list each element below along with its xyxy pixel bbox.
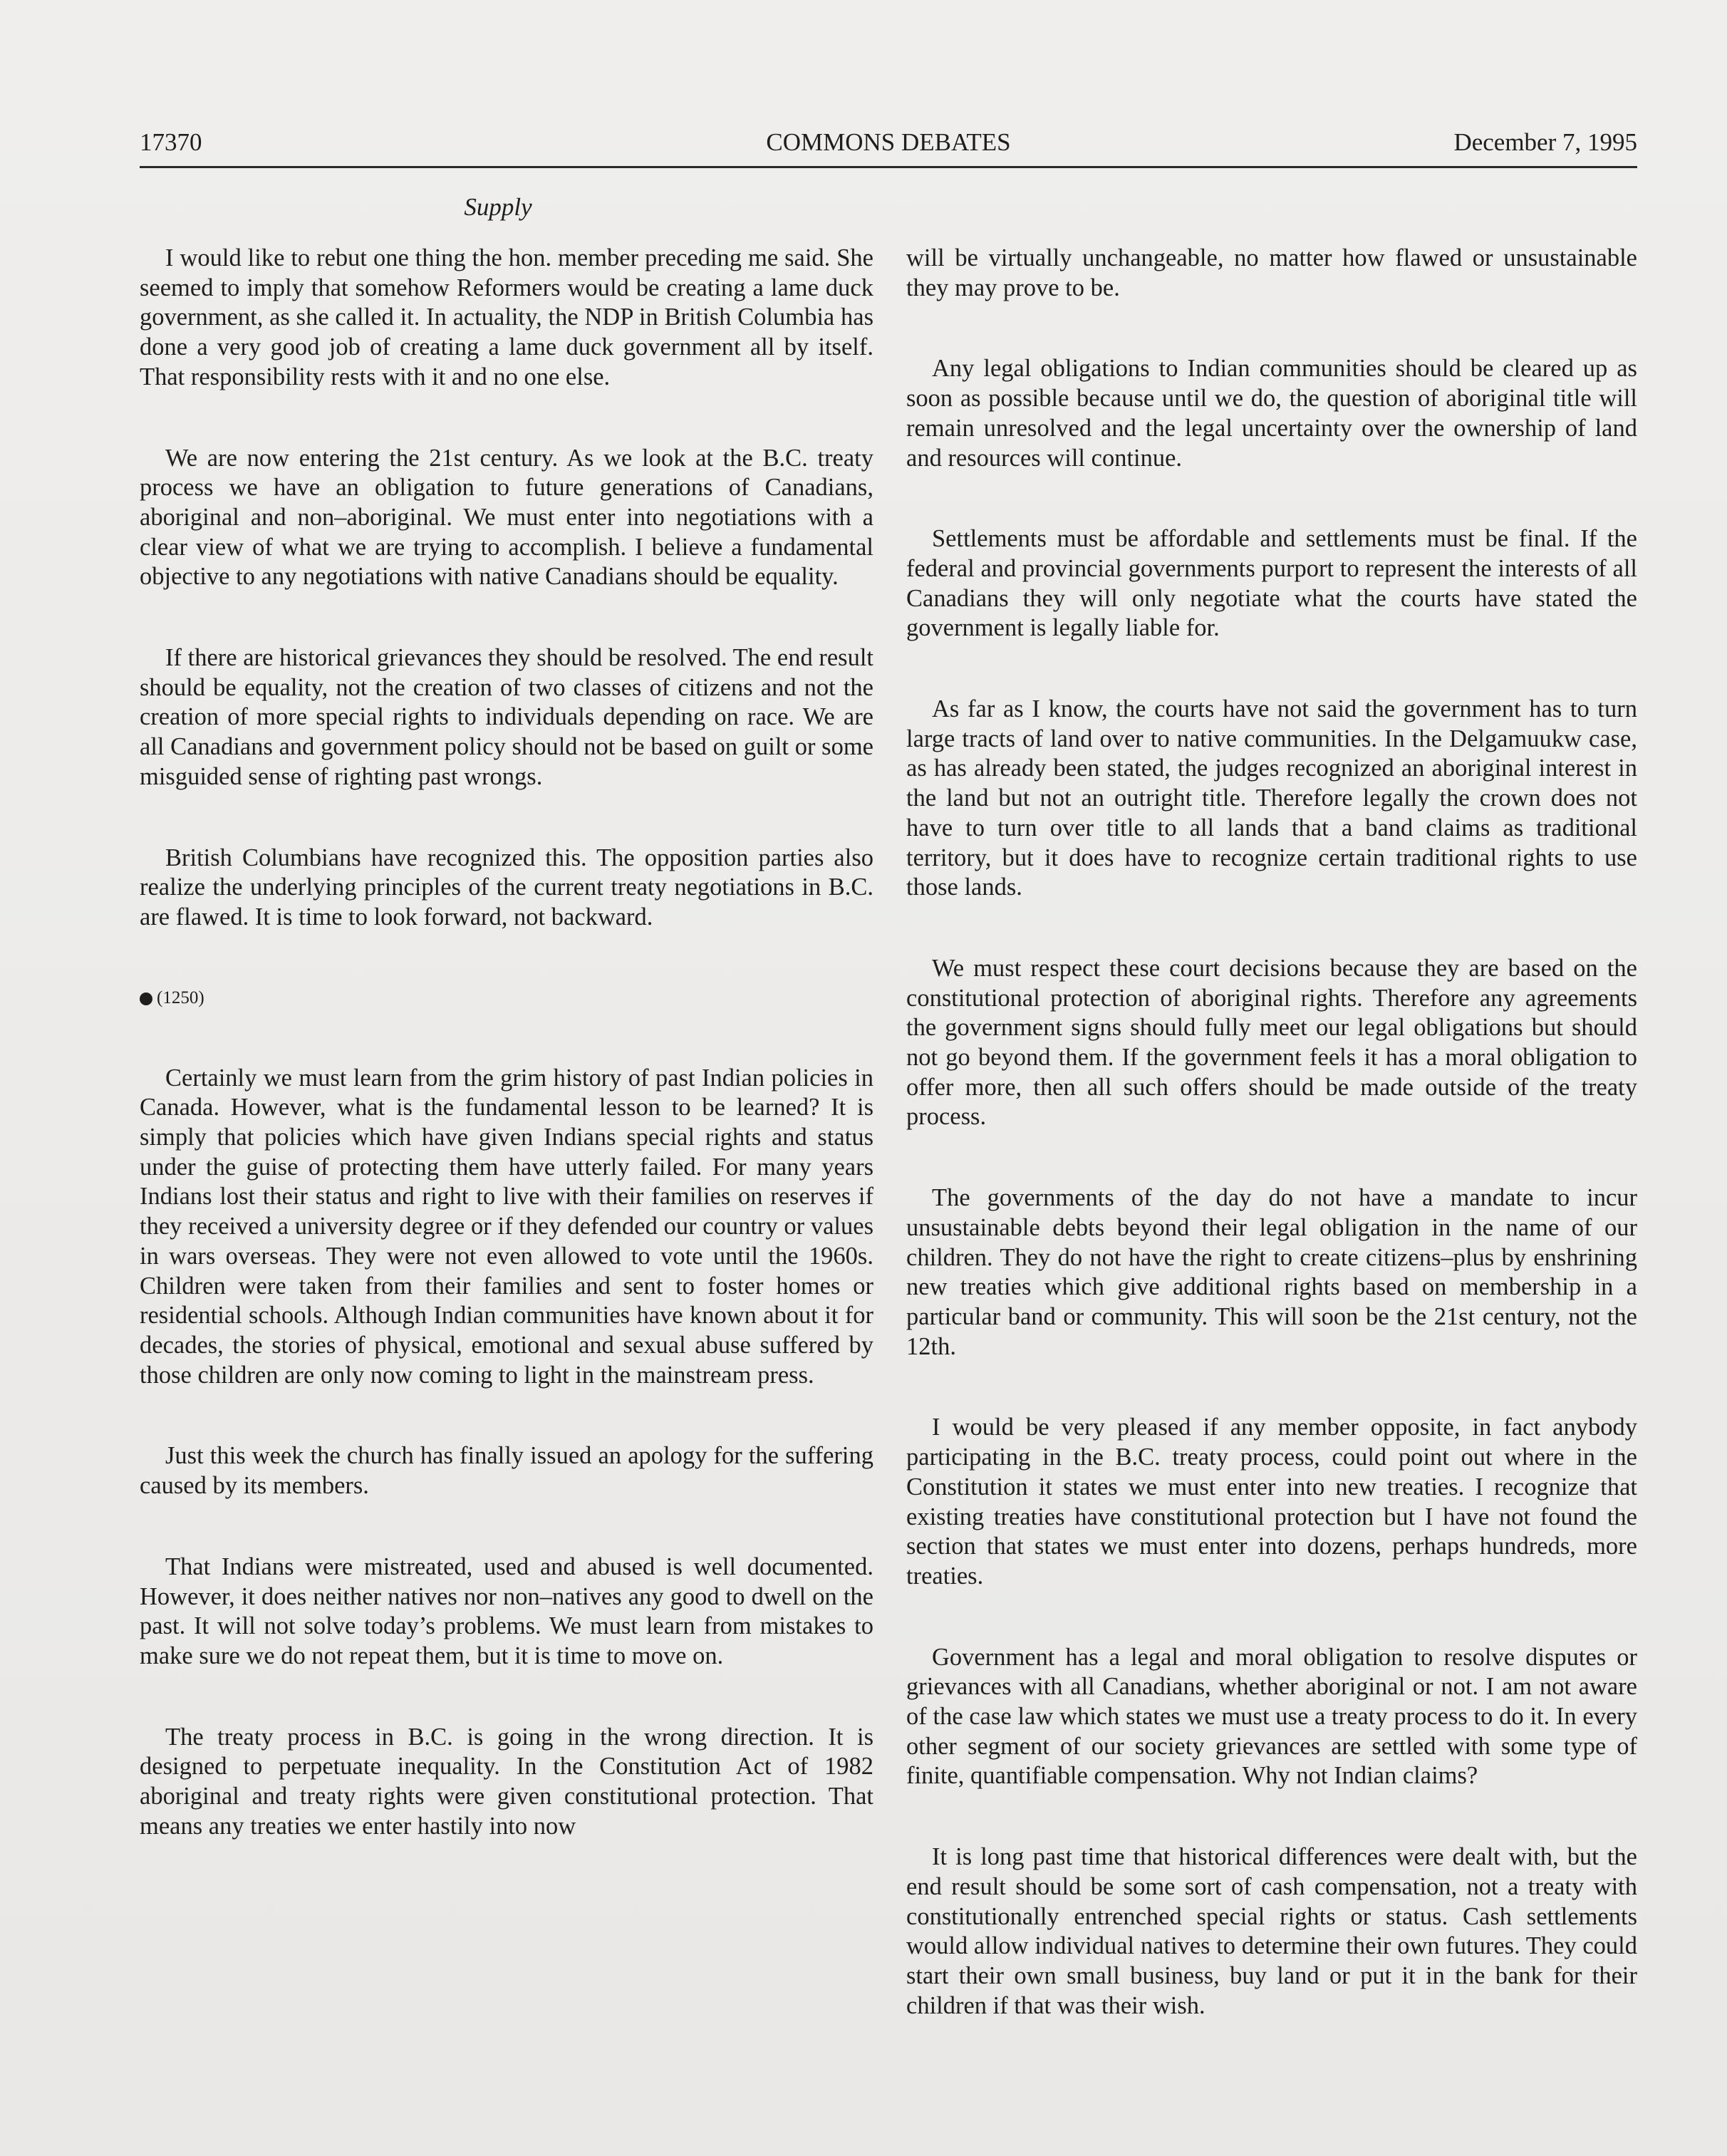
paragraph: Government has a legal and moral obligation to resolve disputes or grievances with all Canadians, whether aboriginal or not. I am not aware of the case law which states we must use a treaty process to do it. In every other segment of our society grievances are settled with some type of finite, quantifiable compensation. Why not Indian claims?: [906, 1643, 1637, 1790]
page-date: December 7, 1995: [1453, 128, 1637, 156]
paragraph-continued: will be virtually unchangeable, no matter how flawed or unsustainable they may prove to be.: [906, 244, 1637, 301]
paragraph: We are now entering the 21st century. As we look at the B.C. treaty process we have an obligation to future generations of Canadians, aboriginal and non–aboriginal. We must enter into negotiations with a clear view of what we are trying to accomplish. I believe a fundamental objective to any negotiations with native Canadians should be equality.: [140, 444, 873, 591]
paragraph: Certainly we must learn from the grim history of past Indian policies in Canada. However, what is the fundamental lesson to be learned? It is simply that policies which have given Indians special rights and status under the guise of protecting them have utterly failed. For many years Indians lost their status and right to live with their families on reserves if they received a university degree or if they defended our country or values in wars overseas. They were not even allowed to vote until the 1960s. Children were taken from their families and sent to foster homes or residential schools. Although Indian communities have known about it for decades, the stories of physical, emotional and sexual abuse suffered by those children are only now coming to light in the mainstream press.: [140, 1064, 873, 1389]
paragraph: We must respect these court decisions because they are based on the constitutional protection of aboriginal rights. Therefore any agreements the government signs should fully meet our legal obligations but should not go beyond them. If the government feels it has a moral obligation to offer more, then all such offers should be made outside of the treaty process.: [906, 954, 1637, 1131]
paragraph: If there are historical grievances they should be resolved. The end result should be equality, not the creation of two classes of citizens and not the creation of more special rights to individuals depending on race. We are all Canadians and government policy should not be based on guilt or some misguided sense of righting past wrongs.: [140, 644, 873, 790]
time-marker: [140, 984, 873, 1012]
section-label: Supply: [464, 193, 532, 221]
header-rule: [140, 166, 1637, 168]
paragraph: Settlements must be affordable and settlements must be final. If the federal and provincial governments purport to represent the interests of all Canadians they will only negotiate what the courts have stated the government is legally liable for.: [906, 525, 1637, 642]
paragraph: I would be very pleased if any member opposite, in fact anybody participating in the B.C. treaty process, could point out where in the Constitution it states we must enter into new treaties. I recognize that existing treaties have constitutional protection but I have not found the section that states we must enter into dozens, perhaps hundreds, more treaties.: [906, 1414, 1637, 1590]
paragraph: I would like to rebut one thing the hon. member preceding me said. She seemed to imply that somehow Reformers would be creating a lame duck government, as she called it. In actuality, the NDP in British Columbia has done a very good job of creating a lame duck government all by itself. That responsibility rests with it and no one else.: [140, 244, 873, 390]
bullet-icon: [140, 993, 152, 1005]
running-header: [140, 123, 1637, 162]
right-column: [906, 244, 1637, 2072]
left-column: [140, 244, 873, 1892]
paragraph: The governments of the day do not have a mandate to incur unsustainable debts beyond their legal obligation in the name of our children. They do not have the right to create citizens–plus by enshrining new treaties which give additional rights based on membership in a particular band or community. This will soon be the 21st century, not the 12th.: [906, 1184, 1637, 1360]
paragraph: Just this week the church has finally issued an apology for the suffering caused by its members.: [140, 1442, 873, 1500]
time-marker-text: (1250): [157, 988, 204, 1007]
paragraph: It is long past time that historical differences were dealt with, but the end result should be some sort of cash compensation, not a treaty with constitutionally entrenched special rights or status. Cash settlements would allow individual natives to determine their own futures. They could start their own small business, buy land or put it in the bank for their children if that was their wish.: [906, 1843, 1637, 2019]
page-number: 17370: [140, 128, 202, 156]
paragraph: As far as I know, the courts have not said the government has to turn large tracts of land over to native communities. In the Delgamuukw case, as has already been stated, the judges recognized an aboriginal interest in the land but not an outright title. Therefore legally the crown does not have to turn over title to all lands that a band claims as traditional territory, but it does have to recognize certain traditional rights to use those lands.: [906, 695, 1637, 901]
paragraph: Any legal obligations to Indian communities should be cleared up as soon as possible because until we do, the question of aboriginal title will remain unresolved and the legal uncertainty over the ownership of land and resources will continue.: [906, 355, 1637, 472]
paragraph: British Columbians have recognized this. The opposition parties also realize the underlying principles of the current treaty negotiations in B.C. are flawed. It is time to look forward, not backward.: [140, 844, 873, 931]
paragraph: That Indians were mistreated, used and abused is well documented. However, it does neither natives nor non–natives any good to dwell on the past. It will not solve today’s problems. We must learn from mistakes to make sure we do not repeat them, but it is time to move on.: [140, 1553, 873, 1669]
journal-title: COMMONS DEBATES: [766, 128, 1011, 156]
paragraph: The treaty process in B.C. is going in the wrong direction. It is designed to perpetuate inequality. In the Constitution Act of 1982 aboriginal and treaty rights were given constitutional protection. That means any treaties we enter hastily into now: [140, 1723, 873, 1840]
